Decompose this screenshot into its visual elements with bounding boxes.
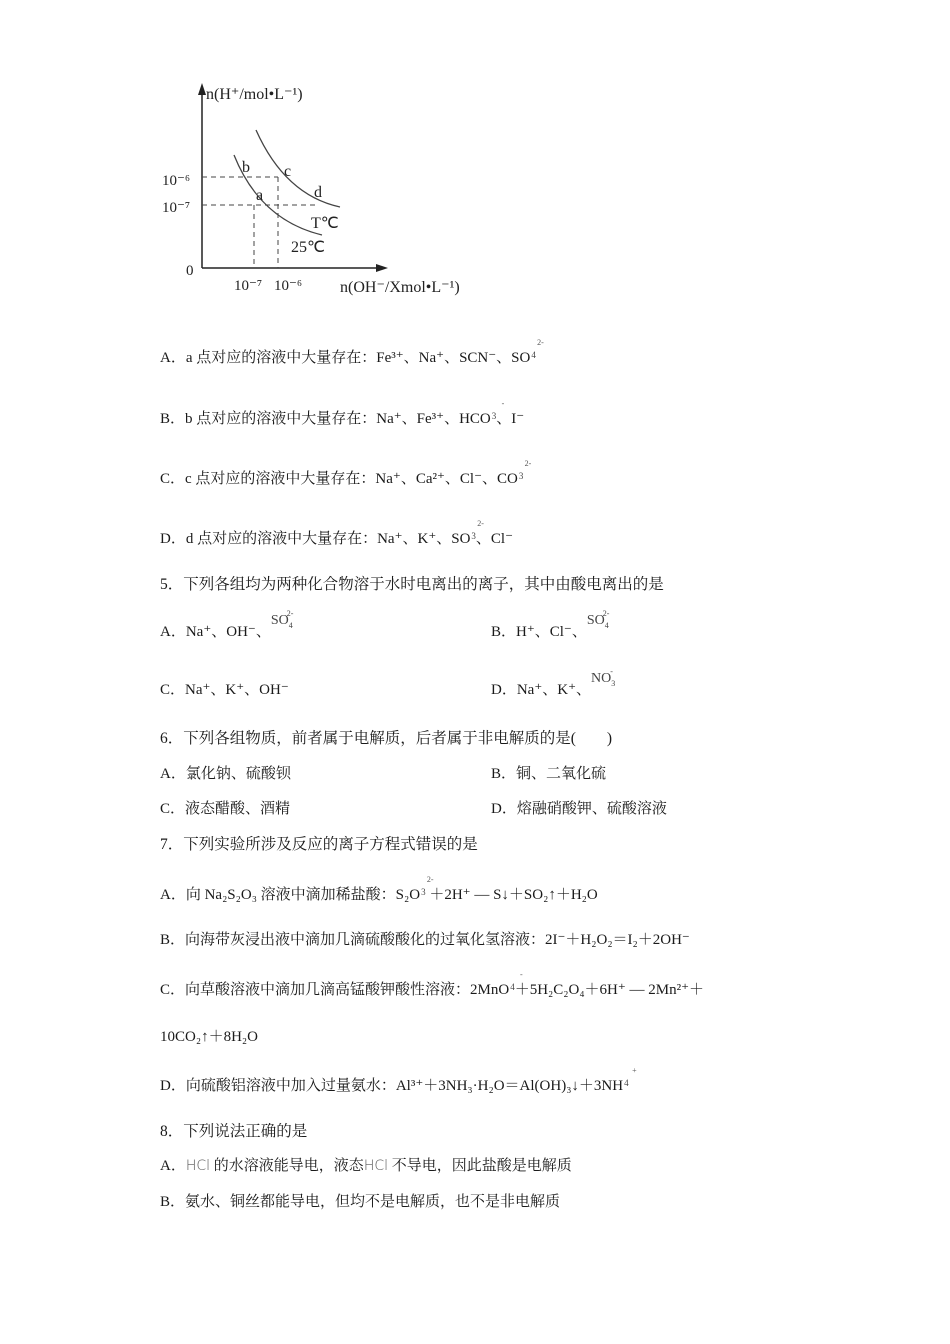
q5-stem: 5．下列各组均为两种化合物溶于水时电离出的离子，其中由酸电离出的是 [160, 576, 664, 593]
q7-option-c: C．向草酸溶液中滴加几滴高锰酸钾酸性溶液：2MnO - $^4$＋5H₂C₂O₄＋6H⁺ ― 2Mn²⁺＋ [160, 970, 705, 998]
y-tick-1e-6: 10⁻⁶ [162, 173, 191, 189]
curve-t-label: T℃ [311, 215, 339, 232]
point-a: a [256, 187, 264, 204]
q5-b-formula: SO42- [586, 609, 610, 630]
q4-option-a: A．a 点对应的溶液中大量存在：Fe³⁺、Na⁺、SCN⁻、SO 2- $^4$ [160, 338, 544, 366]
q5-a-formula: SO42- [270, 609, 294, 630]
q8-option-a: A．HCl 的水溶液能导电，液态HCl 不导电，因此盐酸是电解质 [160, 1158, 572, 1174]
q6-option-c: C．液态醋酸、酒精 [160, 801, 291, 817]
q4-option-d: D．d 点对应的溶液中大量存在：Na⁺、K⁺、SO 2- $^3$、Cl⁻ [160, 519, 514, 547]
q4-option-c: C．c 点对应的溶液中大量存在：Na⁺、Ca²⁺、Cl⁻、CO 2- $^3$ [160, 459, 532, 487]
kw-graph [150, 75, 490, 305]
x-tick-1e-6: 10⁻⁶ [274, 278, 303, 294]
hcl-formula-1: HCl [185, 1158, 211, 1174]
q6-option-a: A．氯化钠、硫酸钡 [160, 766, 291, 782]
q5-option-a: A．Na⁺、OH⁻、SO42- [160, 622, 299, 644]
q5-d-formula: NO3- [591, 667, 616, 688]
x-tick-1e-7: 10⁻⁷ [234, 278, 263, 294]
q4-d-ion-suffix: 2- $^3$ [471, 519, 484, 541]
y-tick-1e-7: 10⁻⁷ [162, 200, 191, 216]
q5-option-c: C．Na⁺、K⁺、OH⁻ [160, 682, 289, 698]
q8-stem: 8．下列说法正确的是 [160, 1123, 308, 1140]
point-d: d [314, 184, 322, 201]
curve-25-label: 25℃ [291, 239, 325, 256]
q6-option-d: D．熔融硝酸钾、硫酸溶液 [491, 801, 667, 817]
q7-d-ion-suffix: + $^4$ [624, 1066, 637, 1088]
x-axis-label: n(OH⁻/Xmol•L⁻¹) [340, 279, 460, 296]
curve-tc [256, 130, 340, 207]
origin-label: 0 [186, 263, 194, 279]
y-axis-label: n(H⁺/mol•L⁻¹) [206, 86, 303, 103]
point-b: b [242, 159, 250, 176]
q7-option-a: A．向 Na₂S₂O₃ 溶液中滴加稀盐酸：S₂O 2- $^3$ ＋2H⁺ ― S↓＋SO₂↑＋H₂O [160, 875, 598, 903]
x-axis-arrow [376, 264, 388, 272]
q8-option-b: B．氨水、铜丝都能导电，但均不是电解质，也不是非电解质 [160, 1194, 561, 1210]
q7-option-d: D．向硫酸铝溶液中加入过量氨水：Al³⁺＋3NH₃·H₂O＝Al(OH)₃↓＋3NH + $^4$ [160, 1066, 637, 1094]
q6-option-b: B．铜、二氧化硫 [491, 766, 607, 782]
y-axis-arrow [198, 83, 206, 95]
q7-option-b: B．向海带灰浸出液中滴加几滴硫酸酸化的过氧化氢溶液：2I⁻＋H₂O₂＝I₂＋2OH⁻ [160, 932, 690, 948]
q7-a-ion-suffix: 2- $^3$ [421, 875, 434, 897]
q5-option-b: B．H⁺、Cl⁻、SO42- [491, 622, 615, 644]
q4-option-b: B．b 点对应的溶液中大量存在：Na⁺、Fe³⁺、HCO - $^3$、I⁻ [160, 399, 525, 427]
q4-b-ion-suffix: - $^3$ [491, 399, 505, 421]
q5-option-d: D．Na⁺、K⁺、NO3- [491, 680, 618, 702]
q7-option-c-continued: 10CO₂↑＋8H₂O [160, 1029, 258, 1045]
point-c: c [284, 163, 292, 180]
q6-stem: 6．下列各组物质，前者属于电解质，后者属于非电解质的是( ) [160, 730, 613, 747]
q7-stem: 7．下列实验所涉及反应的离子方程式错误的是 [160, 836, 478, 853]
q4-a-ion-suffix: 2- $^4$ [531, 338, 544, 360]
hcl-formula-2: HCl [363, 1158, 389, 1174]
q7-c-ion-suffix: - $^4$ [510, 970, 523, 992]
q4-c-ion-suffix: 2- $^3$ [518, 459, 532, 481]
